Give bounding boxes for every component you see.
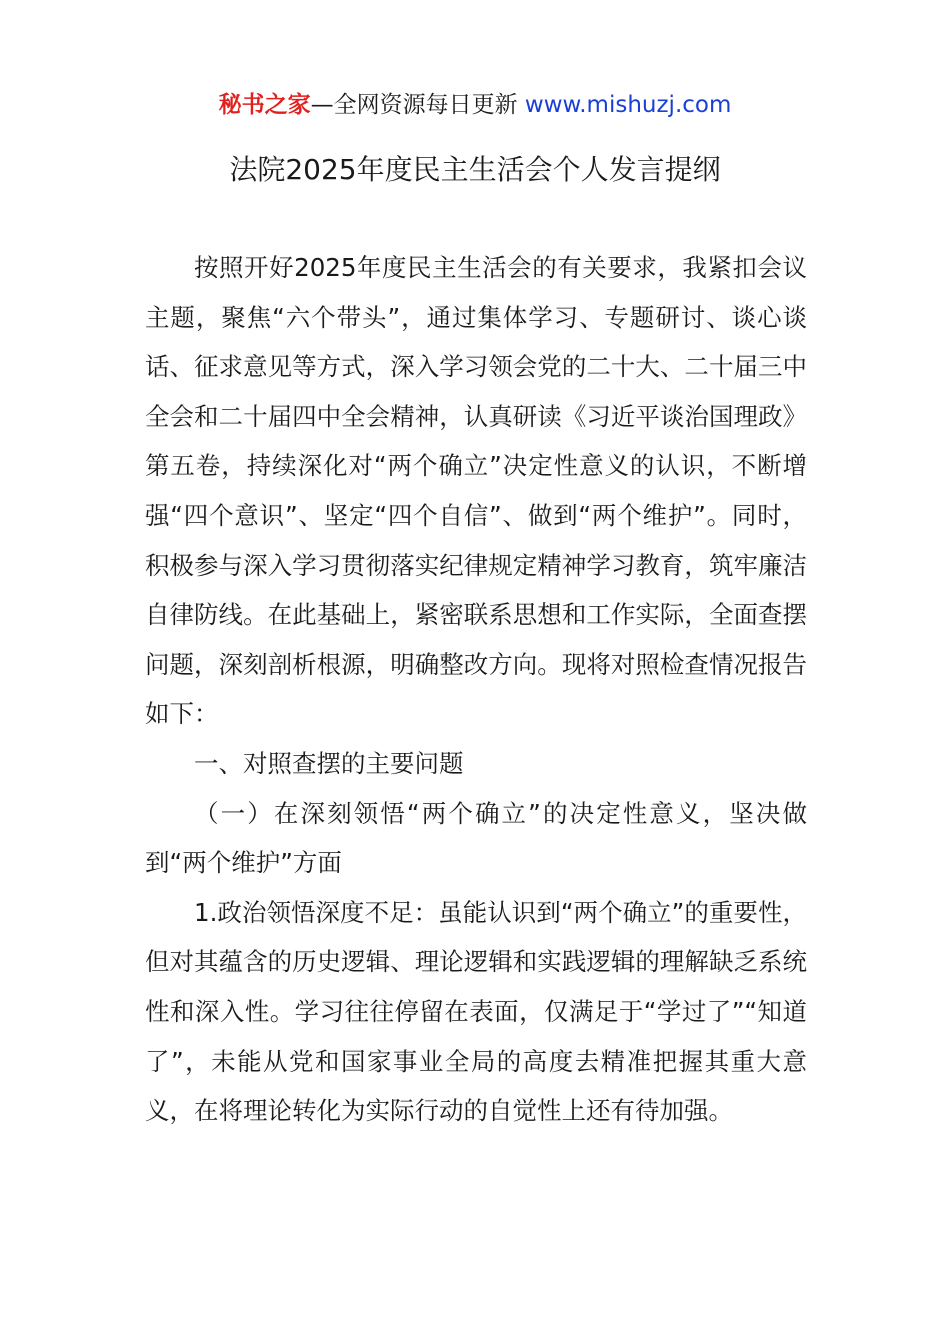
- issue-paragraph-1: 1.政治领悟深度不足：虽能认识到“两个确立”的重要性，但对其蕴含的历史逻辑、理论逻辑和实践逻辑的理解缺乏系统性和深入性。学习往往停留在表面，仅满足于“学过了”“知道了”，未能从党和国家事业全局的高度去精准把握其重大意义，在将理论转化为实际行动的自觉性上还有待加强。: [145, 897, 807, 1126]
- section-heading-1: 一、对照查摆的主要问题: [194, 748, 464, 778]
- document-title: 法院2025年度民主生活会个人发言提纲: [229, 153, 721, 186]
- intro-paragraph: 按照开好2025年度民主生活会的有关要求，我紧扣会议主题，聚焦“六个带头”，通过集体学习、专题研讨、谈心谈话、征求意见等方式，深入学习领会党的二十大、二十届三中全会和二十届四中全会精神，认真研读《习近平谈治国理政》第五卷，持续深化对“两个确立”决定性意义的认识，不断增强“四个意识”、坚定“四个自信”、做到“两个维护”。同时，积极参与深入学习贯彻落实纪律规定精神学习教育，筑牢廉洁自律防线。在此基础上，紧密联系思想和工作实际，全面查摆问题，深刻剖析根源，明确整改方向。现将对照检查情况报告如下：: [145, 253, 807, 729]
- site-header: [0, 88, 950, 122]
- brand-name: 秘书之家: [218, 92, 311, 118]
- header-slogan: —全网资源每日更新: [310, 92, 525, 118]
- document-body: [145, 243, 807, 1136]
- site-url-link[interactable]: www.mishuzj.com: [524, 92, 732, 118]
- subsection-heading-1: （一）在深刻领悟“两个确立”的决定性意义，坚决做到“两个维护”方面: [145, 798, 807, 878]
